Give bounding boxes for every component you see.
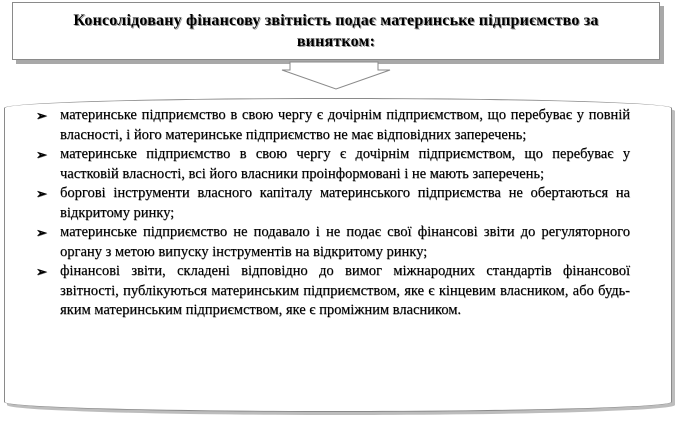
list-item xyxy=(38,145,630,184)
list-item-text: фінансові звіти, складені відповідно до вимог міжнародних стандартів фінансової звітності, публікуються материнським підприємством, яке є кінцевим власником, або будь-яким материнським підприємством, яке є проміжним власником. xyxy=(60,263,630,318)
arrowhead-bullet-icon: ➢ xyxy=(36,147,47,162)
list-item xyxy=(38,106,630,145)
list-item-text: материнське підприємство в свою чергу є дочірнім підприємством, що перебуває у частковій власності, всі його власники проінформовані і не мають заперечень; xyxy=(60,146,630,182)
arrowhead-bullet-icon: ➢ xyxy=(36,186,47,201)
exceptions-list xyxy=(38,106,630,321)
list-item-text: материнське підприємство в свою чергу є дочірнім підприємством, що перебуває у повній власності, і його материнське підприємство не має відповідних заперечень; xyxy=(60,107,630,143)
list-item xyxy=(38,184,630,223)
list-item xyxy=(38,262,630,321)
list-item-text: материнське підприємство не подавало і не подає свої фінансові звіти до регуляторного органу з метою випуску інструментів на відкритому ринку; xyxy=(60,224,630,260)
list-item xyxy=(38,223,630,262)
arrowhead-bullet-icon: ➢ xyxy=(36,108,47,123)
list-item-text: боргові інструменти власного капіталу материнського підприємства не обертаються на відкритому ринку; xyxy=(60,185,630,221)
arrowhead-bullet-icon: ➢ xyxy=(36,264,47,279)
arrowhead-bullet-icon: ➢ xyxy=(36,225,47,240)
title-text: Консолідовану фінансову звітність подає материнське підприємство за винятком: xyxy=(73,12,599,50)
